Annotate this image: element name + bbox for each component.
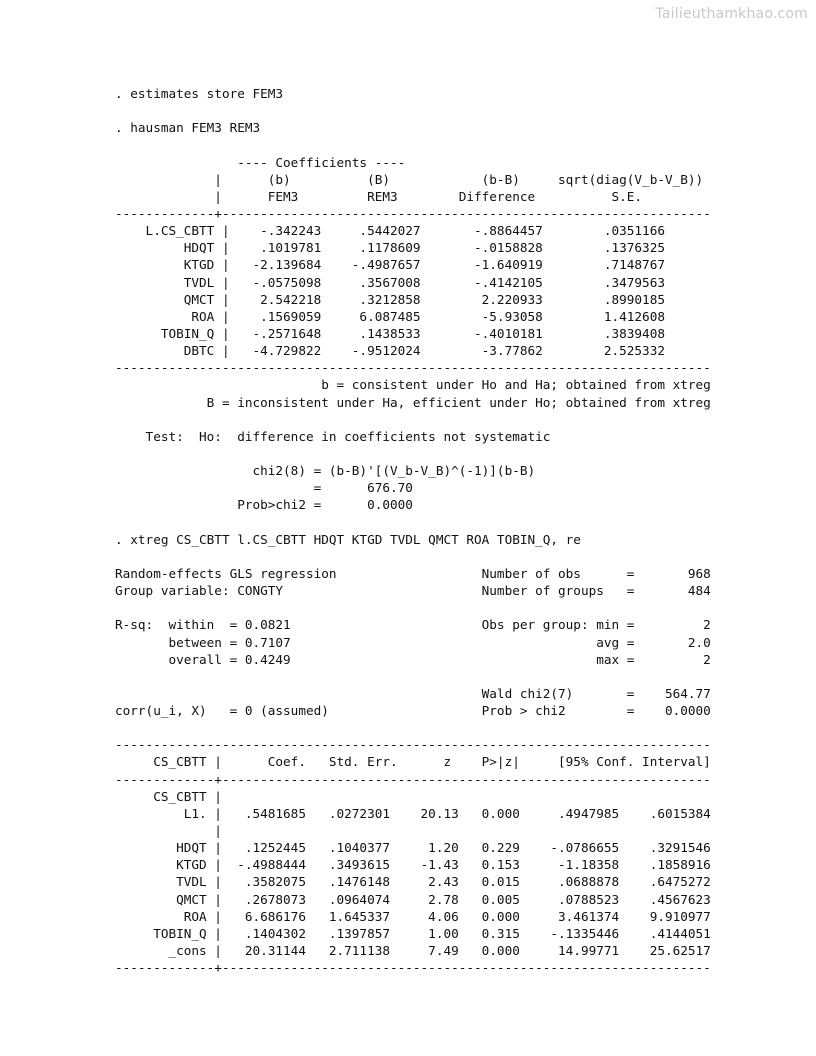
output-line: -------------+---------------------------------------------------------------- bbox=[115, 960, 711, 976]
output-line: R-sq: within = 0.0821 Obs per group: min = 2 bbox=[115, 617, 711, 633]
output-line: -------------+---------------------------------------------------------------- bbox=[115, 771, 711, 787]
output-line: | bbox=[115, 823, 222, 839]
output-line: chi2(8) = (b-B)'[(V_b-V_B)^(-1)](b-B) bbox=[115, 463, 536, 479]
output-line: Test: Ho: difference in coefficients not systematic bbox=[115, 428, 551, 444]
output-line: TVDL | -.0575098 .3567008 -.4142105 .3479563 bbox=[115, 274, 665, 290]
output-line: ---- Coefficients ---- bbox=[115, 154, 406, 170]
stata-output bbox=[115, 85, 711, 976]
output-line: TVDL | .3582075 .1476148 2.43 0.015 .0688878 .6475272 bbox=[115, 874, 711, 890]
output-line: -------------+---------------------------------------------------------------- bbox=[115, 205, 711, 221]
output-line: ------------------------------------------------------------------------------ bbox=[115, 737, 711, 753]
output-line: L1. | .5481685 .0272301 20.13 0.000 .4947985 .6015384 bbox=[115, 805, 711, 821]
output-line bbox=[115, 719, 711, 736]
output-line: QMCT | 2.542218 .3212858 2.220933 .8990185 bbox=[115, 291, 665, 307]
output-line: . xtreg CS_CBTT l.CS_CBTT HDQT KTGD TVDL QMCT ROA TOBIN_Q, re bbox=[115, 531, 581, 547]
output-line bbox=[115, 445, 711, 462]
output-line: KTGD | -2.139684 -.4987657 -1.640919 .7148767 bbox=[115, 257, 665, 273]
output-line: ------------------------------------------------------------------------------ bbox=[115, 360, 711, 376]
output-line: overall = 0.4249 max = 2 bbox=[115, 651, 711, 667]
output-line: ROA | 6.686176 1.645337 4.06 0.000 3.461374 9.910977 bbox=[115, 908, 711, 924]
output-line: CS_CBTT | Coef. Std. Err. z P>|z| [95% Conf. Interval] bbox=[115, 754, 711, 770]
output-line bbox=[115, 668, 711, 685]
output-line: HDQT | .1252445 .1040377 1.20 0.229 -.0786655 .3291546 bbox=[115, 840, 711, 856]
output-line: Random-effects GLS regression Number of obs = 968 bbox=[115, 565, 711, 581]
output-line: DBTC | -4.729822 -.9512024 -3.77862 2.525332 bbox=[115, 343, 665, 359]
output-line bbox=[115, 102, 711, 119]
output-line bbox=[115, 136, 711, 153]
output-line: Group variable: CONGTY Number of groups = 484 bbox=[115, 583, 711, 599]
output-line: L.CS_CBTT | -.342243 .5442027 -.8864457 .0351166 bbox=[115, 223, 665, 239]
output-line bbox=[115, 514, 711, 531]
output-line: B = inconsistent under Ha, efficient under Ho; obtained from xtreg bbox=[115, 394, 711, 410]
output-line: corr(u_i, X) = 0 (assumed) Prob > chi2 = 0.0000 bbox=[115, 703, 711, 719]
output-line bbox=[115, 411, 711, 428]
output-line: = 676.70 bbox=[115, 480, 413, 496]
output-line: TOBIN_Q | .1404302 .1397857 1.00 0.315 -.1335446 .4144051 bbox=[115, 925, 711, 941]
output-line: _cons | 20.31144 2.711138 7.49 0.000 14.99771 25.62517 bbox=[115, 943, 711, 959]
output-line: HDQT | .1019781 .1178609 -.0158828 .1376325 bbox=[115, 240, 665, 256]
output-line: between = 0.7107 avg = 2.0 bbox=[115, 634, 711, 650]
watermark: Tailieuthamkhao.com bbox=[655, 6, 808, 22]
output-line: . hausman FEM3 REM3 bbox=[115, 120, 261, 136]
output-line bbox=[115, 599, 711, 616]
output-line: Prob>chi2 = 0.0000 bbox=[115, 497, 413, 513]
output-line: KTGD | -.4988444 .3493615 -1.43 0.153 -1.18358 .1858916 bbox=[115, 857, 711, 873]
output-line: . estimates store FEM3 bbox=[115, 86, 284, 101]
output-line: TOBIN_Q | -.2571648 .1438533 -.4010181 .3839408 bbox=[115, 325, 665, 341]
output-line: | FEM3 REM3 Difference S.E. bbox=[115, 188, 643, 204]
output-line: b = consistent under Ho and Ha; obtained from xtreg bbox=[115, 377, 711, 393]
output-line: | (b) (B) (b-B) sqrt(diag(V_b-V_B)) bbox=[115, 171, 704, 187]
output-line: QMCT | .2678073 .0964074 2.78 0.005 .0788523 .4567623 bbox=[115, 891, 711, 907]
output-line: Wald chi2(7) = 564.77 bbox=[115, 685, 711, 701]
output-line: CS_CBTT | bbox=[115, 788, 222, 804]
output-line bbox=[115, 548, 711, 565]
output-line: ROA | .1569059 6.087485 -5.93058 1.412608 bbox=[115, 308, 665, 324]
